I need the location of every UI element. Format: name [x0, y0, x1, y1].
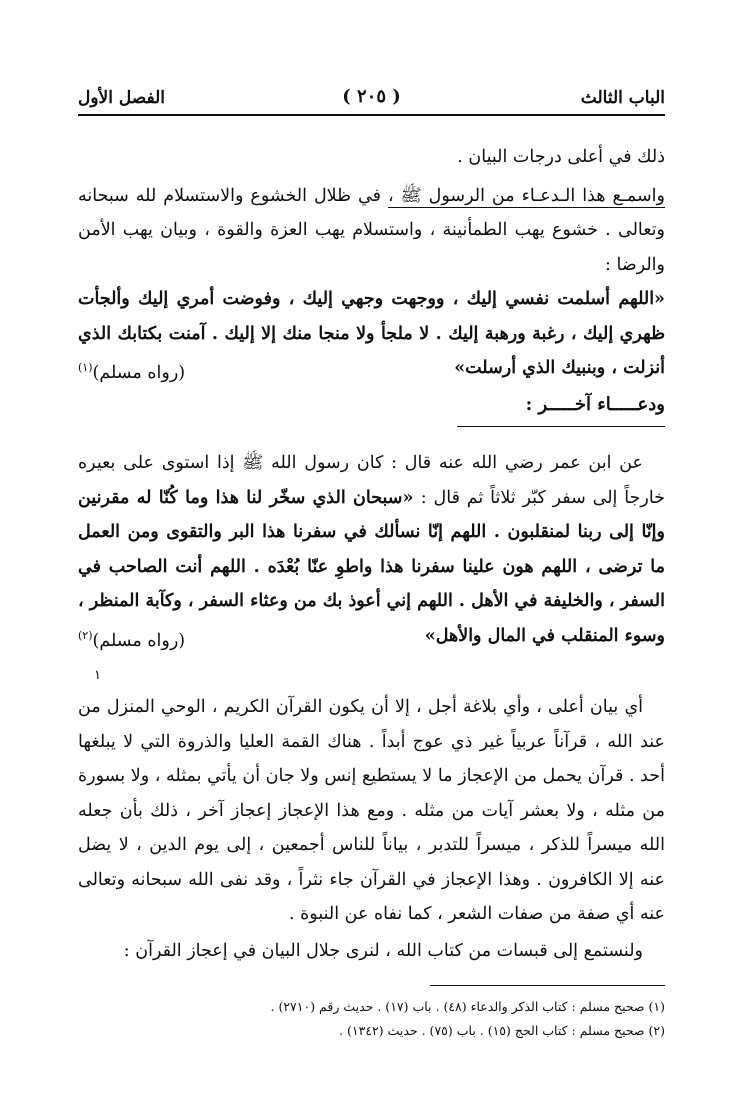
- dua-2-text: «سبحان الذي سخّر لنا هذا وما كُنّا له مقرنين وإنّا إلى ربنا لمنقلبون . اللهم إنّا نسألك في سفرنا هذا البر والتقوى ومن العمل ما ترضى ، اللهم هون علينا سفرنا هذا واطوِ عنّا بُعْدَه . اللهم أنت الصاحب في السفر ، والخليفة في الأهل . اللهم إني أعوذ بك من وعثاء السفر ، وكآبة المنظر ، وسوء المنقلب في المال والأهل»: [78, 487, 665, 646]
- paragraph-listen-rest: في ظلال الخشوع والاستسلام لله سبحانه وتعالى . خشوع يهب الطمأنينة ، واستسلام يهب العزة والقوة ، وبيان يهب الأمن والرضا :: [78, 185, 665, 275]
- text-block-3: [78, 690, 665, 968]
- footnote-1: (١) صحيح مسلم : كتاب الذكر والدعاء (٤٨) . باب (١٧) . حديث رقم (٢٧١٠) .: [270, 999, 665, 1014]
- text-block-1: [78, 140, 665, 390]
- margin-mark: ١: [94, 668, 101, 683]
- footnote-marker-1: (١): [78, 361, 93, 374]
- dua-2-reference: [78, 619, 207, 658]
- paragraph-listen: [78, 179, 665, 283]
- footnote-2: (٢) صحيح مسلم : كتاب الحج (١٥) . باب (٧٥) . حديث (١٣٤٢) .: [339, 1023, 665, 1038]
- dua-1-ref-text: (رواه مسلم): [92, 362, 186, 383]
- paragraph-closing: ولنستمع إلى قبسات من كتاب الله ، لنرى جلال البيان في إعجاز القرآن :: [123, 940, 643, 961]
- header-divider: [78, 114, 665, 116]
- paragraph-intro: ذلك في أعلى درجات البيان .: [457, 147, 665, 167]
- section-title: الفصل الأول: [78, 88, 166, 108]
- paragraph-quran-eloquence: أي بيان أعلى ، وأي بلاغة أجل ، إلا أن يكون القرآن الكريم ، الوحي المنزل من عند الله ، قرآناً عربياً غير ذي عوج أبداً . هناك القمة العليا والذروة التي لا يبلغها أحد . قرآن يحمل من الإعجاز ما لا يستطيع إنس ولا جان أن يأتي بمثله ، ولا بسورة من مثله ، ولا بعشر آيات من مثله . ومع هذا الإعجاز إعجاز آخر ، ذلك بأن جعله الله ميسراً للذكر ، ميسراً للتدبر ، بياناً للناس أجمعين ، إلى يوم الدين ، لا يضل عنه إلا الكافرون . وهذا الإعجاز في القرآن جاء نثراً ، وقد نفى الله سبحانه وتعالى عنه أي صفة من صفات الشعر ، كما نفاه عن النبوة .: [78, 697, 665, 924]
- hadith-paragraph: [78, 446, 665, 653]
- page-header: [78, 84, 665, 114]
- footnotes: [78, 995, 665, 1043]
- dua-2-ref-text: (رواه مسلم): [92, 630, 186, 651]
- chapter-title: الباب الثالث: [580, 88, 665, 108]
- dua-1-reference: [78, 351, 185, 390]
- dua-1-text: «اللهم أسلمت نفسي إليك ، ووجهت وجهي إليك ، وفوضت أمري إليك وألجأت ظهري إليك ، رغبة ورهبة إليك . لا ملجأ ولا منجا منك إلا إليك . آمنت بكتابك الذي أنزلت ، وبنبيك الذي أرسلت»: [78, 289, 665, 378]
- hadith-intro: عن ابن عمر رضي الله عنه قال : كان رسول الله ﷺ إذا استوى على بعيره خارجاً إلى سفر كبّر ثلاثاً ثم قال :: [78, 453, 665, 508]
- footnote-marker-2: (٢): [78, 628, 93, 642]
- text-block-2: [78, 446, 665, 658]
- dua-quote-1: [78, 282, 665, 386]
- underlined-phrase: واسمـع هذا الـدعـاء من الرسول ﷺ ،: [387, 185, 665, 206]
- section-heading-another-dua: ودعـــــاء آخـــــر :: [525, 394, 665, 415]
- heading-underline: [457, 426, 665, 427]
- page-number: ( ٢٠٥ ): [342, 86, 401, 107]
- footnote-divider: [430, 985, 665, 986]
